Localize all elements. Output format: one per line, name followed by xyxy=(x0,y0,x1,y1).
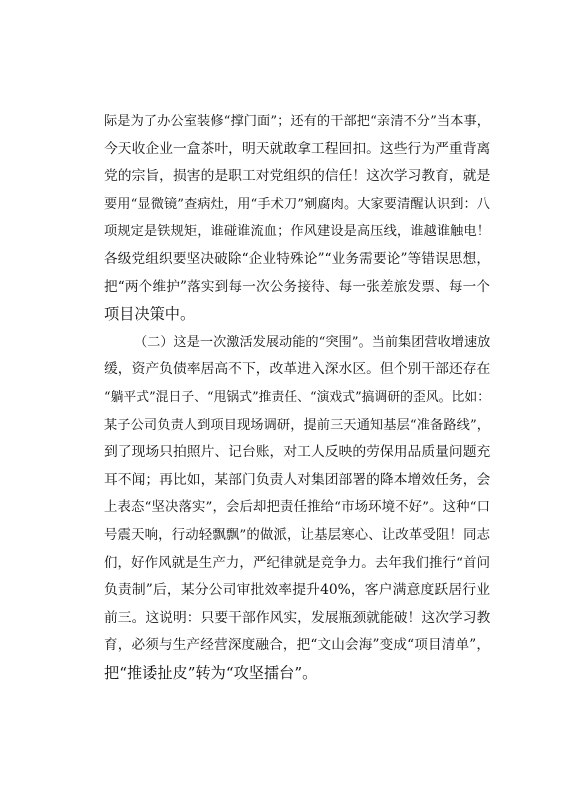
text-line: 党的宗旨，损害的是职工对党组织的信任！这次学习教育，就是 xyxy=(104,168,491,185)
text-line: 项目决策中。 xyxy=(104,305,196,324)
text-line: 项规定是铁规矩，谁碰谁流血；作风建设是高压线，谁越谁触电！ xyxy=(104,224,490,240)
paragraph-2 xyxy=(104,329,490,688)
text-line: 缓，资产负债率居高不下，改革进入深水区。但个别干部还存在 xyxy=(104,361,491,378)
paragraph-1 xyxy=(104,108,490,329)
text-line: 育，必须与生产经营深度融合，把“文山会海”变成“项目清单”， xyxy=(104,637,490,654)
text-line: 到了现场只拍照片、记台账，对工人反映的劳保用品质量问题充 xyxy=(104,444,491,461)
text-line: 们，好作风就是生产力，严纪律就是竞争力。去年我们推行“首问 xyxy=(104,555,490,571)
text-line: 某子公司负责人到项目现场调研，提前三天通知基层“准备路线”， xyxy=(104,417,490,433)
text-line: 前三。这说明：只要干部作风实，发展瓶颈就能破！这次学习教 xyxy=(104,609,491,626)
text-line: （二）这是一次激活发展动能的“突围”。当前集团营收增速放 xyxy=(134,334,491,350)
text-line: “躺平式”混日子、“甩锅式”推责任、“演戏式”搞调研的歪风。比如： xyxy=(104,389,490,405)
text-line: 上表态“坚决落实”，会后却把责任推给“市场环境不好”。这种“口 xyxy=(104,500,490,516)
text-line: 际是为了办公室装修“撑门面”；还有的干部把“亲清不分”当本事， xyxy=(104,114,490,129)
text-line: 号震天响，行动轻飘飘”的做派，让基层寒心、让改革受阻！同志 xyxy=(104,527,490,543)
text-line: 把“推诿扯皮”转为“攻坚擂台”。 xyxy=(104,663,318,682)
text-line: 负责制”后，某分公司审批效率提升40%，客户满意度跃居行业 xyxy=(104,582,490,599)
text-line: 把“两个维护”落实到每一次公务接待、每一张差旅发票、每一个 xyxy=(104,278,490,295)
text-line: 今天收企业一盒茶叶，明天就敢拿工程回扣。这些行为严重背离 xyxy=(104,140,491,157)
text-line: 各级党组织要坚决破除“企业特殊论”“业务需要论”等错误思想， xyxy=(104,250,490,267)
body-text xyxy=(104,108,490,687)
text-line: 要用“显微镜”查病灶，用“手术刀”剜腐肉。大家要清醒认识到：八 xyxy=(104,196,490,212)
text-line: 耳不闻；再比如，某部门负责人对集团部署的降本增效任务，会 xyxy=(104,471,491,488)
